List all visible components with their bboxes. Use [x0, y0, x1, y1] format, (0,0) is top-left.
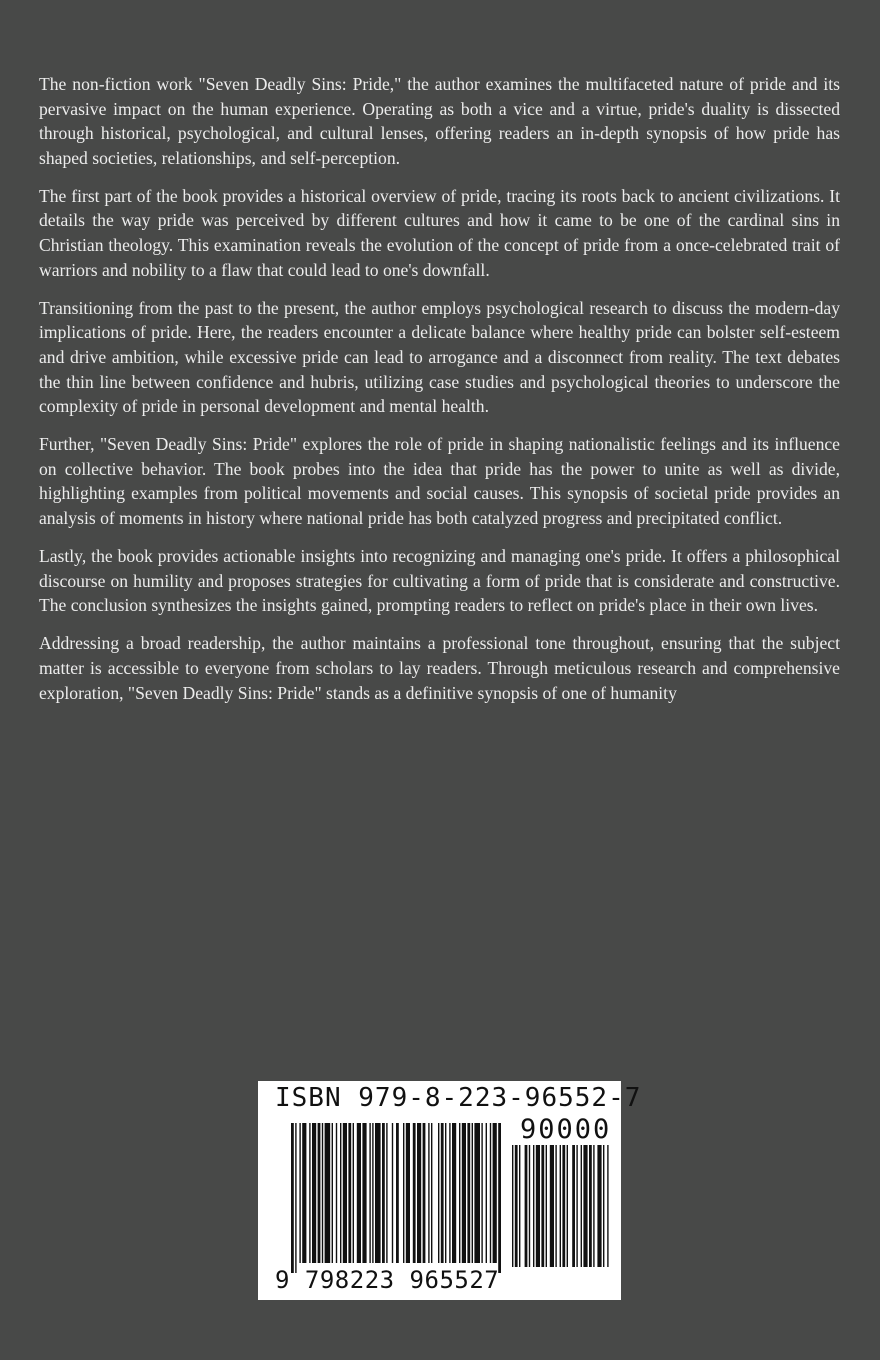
- paragraph-4: Further, "Seven Deadly Sins: Pride" explores the role of pride in shaping nationalistic feelings and its influence on collective behavior. The book probes into the idea that pride has the power to unite as well as divide, highlighting examples from political movements and social causes. This synopsis of societal pride provides an analysis of moments in history where national pride has both catalyzed progress and precipitated conflict.: [39, 434, 840, 528]
- paragraph-3: Transitioning from the past to the present, the author employs psychological research to discuss the modern-day implications of pride. Here, the readers encounter a delicate balance where healthy pride can bolster self-esteem and drive ambition, while excessive pride can lead to arrogance and a disconnect from reality. The text debates the thin line between confidence and hubris, utilizing case studies and psychological theories to underscore the complexity of pride in personal development and mental health.: [39, 297, 840, 417]
- barcode-bar: [396, 1123, 399, 1263]
- barcode-bar: [309, 1123, 310, 1263]
- barcode-bar: [413, 1123, 416, 1263]
- barcode-bar: [372, 1123, 373, 1263]
- barcode-bar: [449, 1123, 450, 1263]
- barcode-bar: [336, 1123, 337, 1263]
- barcode-bar: [546, 1145, 547, 1267]
- paragraph-1: The non-fiction work "Seven Deadly Sins: Pride," the author examines the multifaceted nature of pride and its pervasive impact on the human experience. Operating as both a vice and a virtue, pride's duality is dissected through historical, psychological, and cultural lenses, offering readers an in-depth synopsis of how pride has shaped societies, relationships, and self-perception.: [39, 74, 840, 168]
- barcode-bar: [417, 1123, 421, 1263]
- barcode-bar: [607, 1145, 608, 1267]
- barcode-bar: [299, 1123, 300, 1263]
- barcode-bar: [486, 1123, 487, 1263]
- barcode-bar: [490, 1123, 491, 1263]
- barcode-bar: [332, 1123, 333, 1263]
- barcode-bar: [533, 1145, 534, 1267]
- barcode-bar: [560, 1145, 561, 1267]
- barcode-bar: [428, 1123, 429, 1263]
- barcode-bar: [536, 1145, 540, 1267]
- price-code: 90000: [520, 1114, 612, 1145]
- barcode-bar: [353, 1123, 354, 1263]
- barcode-bar: [445, 1123, 446, 1263]
- barcode-bar: [583, 1145, 587, 1267]
- barcode-bar: [295, 1123, 296, 1273]
- barcode-bar: [576, 1145, 577, 1267]
- barcode-bar: [423, 1123, 426, 1263]
- barcode-bar: [550, 1145, 554, 1267]
- barcode-bar: [382, 1123, 385, 1263]
- ean-digits: 9 798223 965527: [275, 1266, 500, 1294]
- barcode-bar: [348, 1123, 351, 1263]
- barcode-bar: [340, 1123, 341, 1263]
- barcode-bar: [406, 1123, 410, 1263]
- barcode-bar: [597, 1145, 601, 1267]
- barcode-bar: [589, 1145, 592, 1267]
- barcode-bar: [343, 1123, 347, 1263]
- barcode-bar: [357, 1123, 361, 1263]
- barcode-bar: [325, 1123, 331, 1263]
- barcode-bar: [519, 1145, 520, 1267]
- barcode-bar: [529, 1145, 530, 1267]
- barcode-bar: [472, 1123, 473, 1263]
- barcode-bar: [441, 1123, 444, 1263]
- barcode-bar: [525, 1145, 528, 1267]
- barcode-bar: [312, 1123, 316, 1263]
- isbn-label: ISBN 979-8-223-96552-7: [275, 1083, 642, 1113]
- barcode-bar: [493, 1123, 497, 1263]
- barcode-bar: [318, 1123, 321, 1263]
- barcode-bar: [375, 1123, 381, 1263]
- barcode-bar: [567, 1145, 568, 1267]
- barcode-bar: [369, 1123, 370, 1263]
- barcode-bar: [322, 1123, 323, 1263]
- barcode-bar: [512, 1145, 513, 1267]
- barcode-bar: [572, 1145, 575, 1267]
- barcode-bar: [386, 1123, 387, 1263]
- barcode-bar: [474, 1123, 480, 1263]
- barcode-bar: [581, 1145, 582, 1267]
- back-cover-description: [39, 72, 840, 719]
- barcode-bar: [403, 1123, 404, 1263]
- barcode-bar: [498, 1123, 501, 1273]
- barcode-bar: [562, 1145, 565, 1267]
- barcode-bar: [362, 1123, 366, 1263]
- barcode-bar: [452, 1123, 456, 1263]
- barcode-bar: [603, 1145, 604, 1267]
- barcode-bar: [302, 1123, 306, 1263]
- isbn-barcode: [258, 1081, 642, 1300]
- paragraph-2: The first part of the book provides a historical overview of pride, tracing its roots back to ancient civilizations. It details the way pride was perceived by different cultures and how it came to be one of the cardinal sins in Christian theology. This examination reveals the evolution of the concept of pride from a once-celebrated trait of warriors and nobility to a flaw that could lead to one's downfall.: [39, 185, 840, 280]
- barcode-bar: [555, 1145, 556, 1267]
- paragraph-5: Lastly, the book provides actionable insights into recognizing and managing one's pride. It offers a philosophical discourse on humility and proposes strategies for cultivating a form of pride that is considerate and constructive. The conclusion synthesizes the insights gained, prompting readers to reflect on pride's place in their own lives.: [39, 546, 840, 616]
- barcode-bar: [462, 1123, 466, 1263]
- paragraph-6: Addressing a broad readership, the author maintains a professional tone throughout, ensuring that the subject matter is accessible to everyone from scholars to lay readers. Through meticulous research and comprehensive exploration, "Seven Deadly Sins: Pride" stands as a definitive synopsis of one of humanity: [39, 633, 840, 703]
- barcode-bar: [541, 1145, 544, 1267]
- barcode-bar: [431, 1123, 432, 1263]
- barcode-bar: [593, 1145, 594, 1267]
- barcode-bar: [291, 1123, 294, 1273]
- barcode-bar: [515, 1145, 518, 1267]
- barcode-bar: [459, 1123, 460, 1263]
- barcode-bar: [467, 1123, 470, 1263]
- barcode-bar: [481, 1123, 482, 1263]
- barcode-bar: [438, 1123, 439, 1263]
- barcode-bar: [392, 1123, 393, 1263]
